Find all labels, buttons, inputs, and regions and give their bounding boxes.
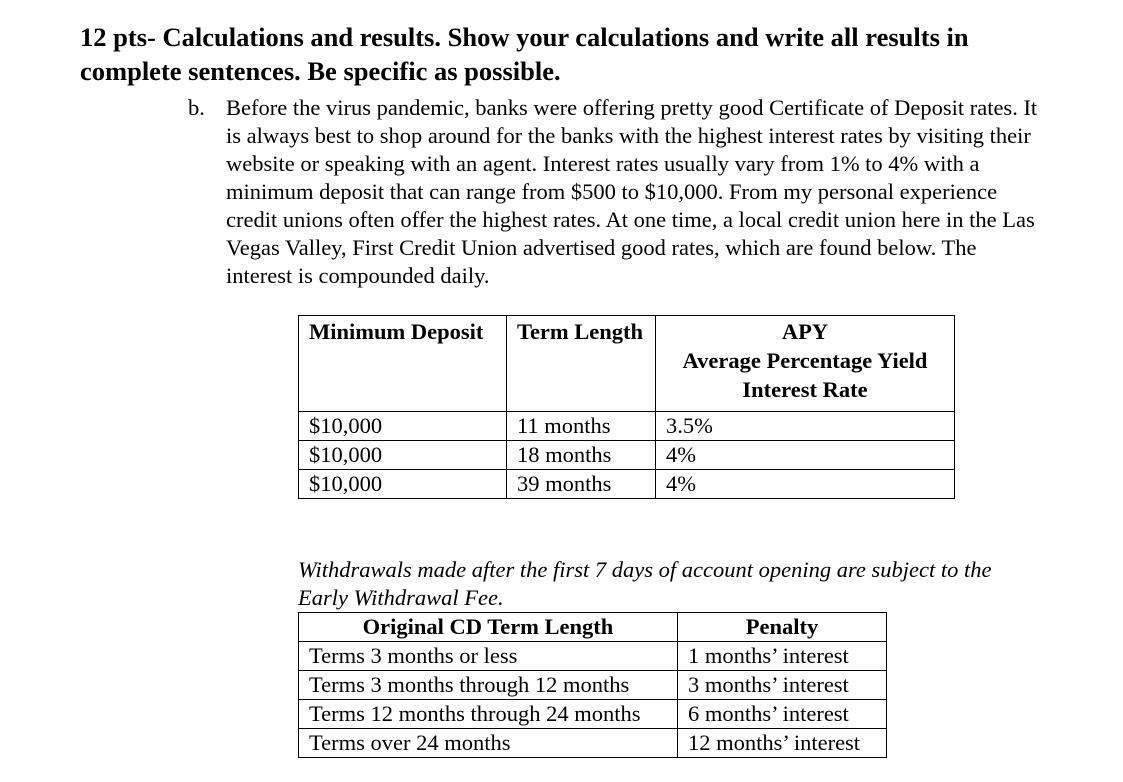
rates-header-row xyxy=(299,316,955,412)
heading-line-2: complete sentences. Be specific as possible. xyxy=(80,56,561,86)
header-apy-line-1: APY xyxy=(781,319,829,344)
table-row xyxy=(299,470,955,499)
cell-penalty: 1 months’ interest xyxy=(678,642,887,671)
table-row xyxy=(299,700,887,729)
paragraph-line: credit unions often offer the highest rates. At one time, a local credit union here in the Las xyxy=(226,207,1035,232)
cell-rate: 4% xyxy=(656,441,955,470)
cell-term: 39 months xyxy=(507,470,656,499)
cell-term-range: Terms over 24 months xyxy=(299,729,678,758)
cd-rates-table xyxy=(298,315,955,499)
table-row xyxy=(299,642,887,671)
table-row xyxy=(299,729,887,758)
table-row xyxy=(299,412,955,441)
table-row xyxy=(299,671,887,700)
table-row xyxy=(299,441,955,470)
cell-term: 11 months xyxy=(507,412,656,441)
note-line-2: Early Withdrawal Fee. xyxy=(298,585,504,610)
cell-penalty: 6 months’ interest xyxy=(678,700,887,729)
cell-rate: 4% xyxy=(656,470,955,499)
cell-term-range: Terms 12 months through 24 months xyxy=(299,700,678,729)
cell-penalty: 12 months’ interest xyxy=(678,729,887,758)
cell-deposit: $10,000 xyxy=(299,441,507,470)
penalty-header-row xyxy=(299,613,887,642)
header-original-term: Original CD Term Length xyxy=(299,613,678,642)
header-term-length: Term Length xyxy=(507,316,656,412)
cell-term-range: Terms 3 months through 12 months xyxy=(299,671,678,700)
cell-term-range: Terms 3 months or less xyxy=(299,642,678,671)
cell-deposit: $10,000 xyxy=(299,470,507,499)
cell-rate: 3.5% xyxy=(656,412,955,441)
paragraph-line: Before the virus pandemic, banks were offering pretty good Certificate of Deposit rates. It xyxy=(226,95,1038,120)
paragraph-line: is always best to shop around for the banks with the highest interest rates by visiting their xyxy=(226,123,1031,148)
paragraph-line: website or speaking with an agent. Interest rates usually vary from 1% to 4% with a xyxy=(226,151,980,176)
problem-paragraph xyxy=(226,94,1106,290)
withdrawal-note xyxy=(298,556,991,612)
header-apy-line-2: Average Percentage Yield xyxy=(682,348,928,373)
header-apy-line-3: Interest Rate xyxy=(742,377,868,402)
early-withdrawal-penalty-table xyxy=(298,612,887,758)
header-penalty: Penalty xyxy=(678,613,887,642)
list-item-marker: b. xyxy=(188,95,205,120)
header-minimum-deposit: Minimum Deposit xyxy=(299,316,507,412)
heading-line-1: 12 pts- Calculations and results. Show your calculations and write all results in xyxy=(80,22,969,52)
cell-term: 18 months xyxy=(507,441,656,470)
paragraph-line: interest is compounded daily. xyxy=(226,263,490,288)
paragraph-line: Vegas Valley, First Credit Union advertised good rates, which are found below. The xyxy=(226,235,977,260)
section-heading xyxy=(80,20,1104,88)
note-line-1: Withdrawals made after the first 7 days of account opening are subject to the xyxy=(298,557,992,582)
cell-penalty: 3 months’ interest xyxy=(678,671,887,700)
cell-deposit: $10,000 xyxy=(299,412,507,441)
paragraph-line: minimum deposit that can range from $500 to $10,000. From my personal experience xyxy=(226,179,998,204)
header-apy xyxy=(656,316,955,412)
